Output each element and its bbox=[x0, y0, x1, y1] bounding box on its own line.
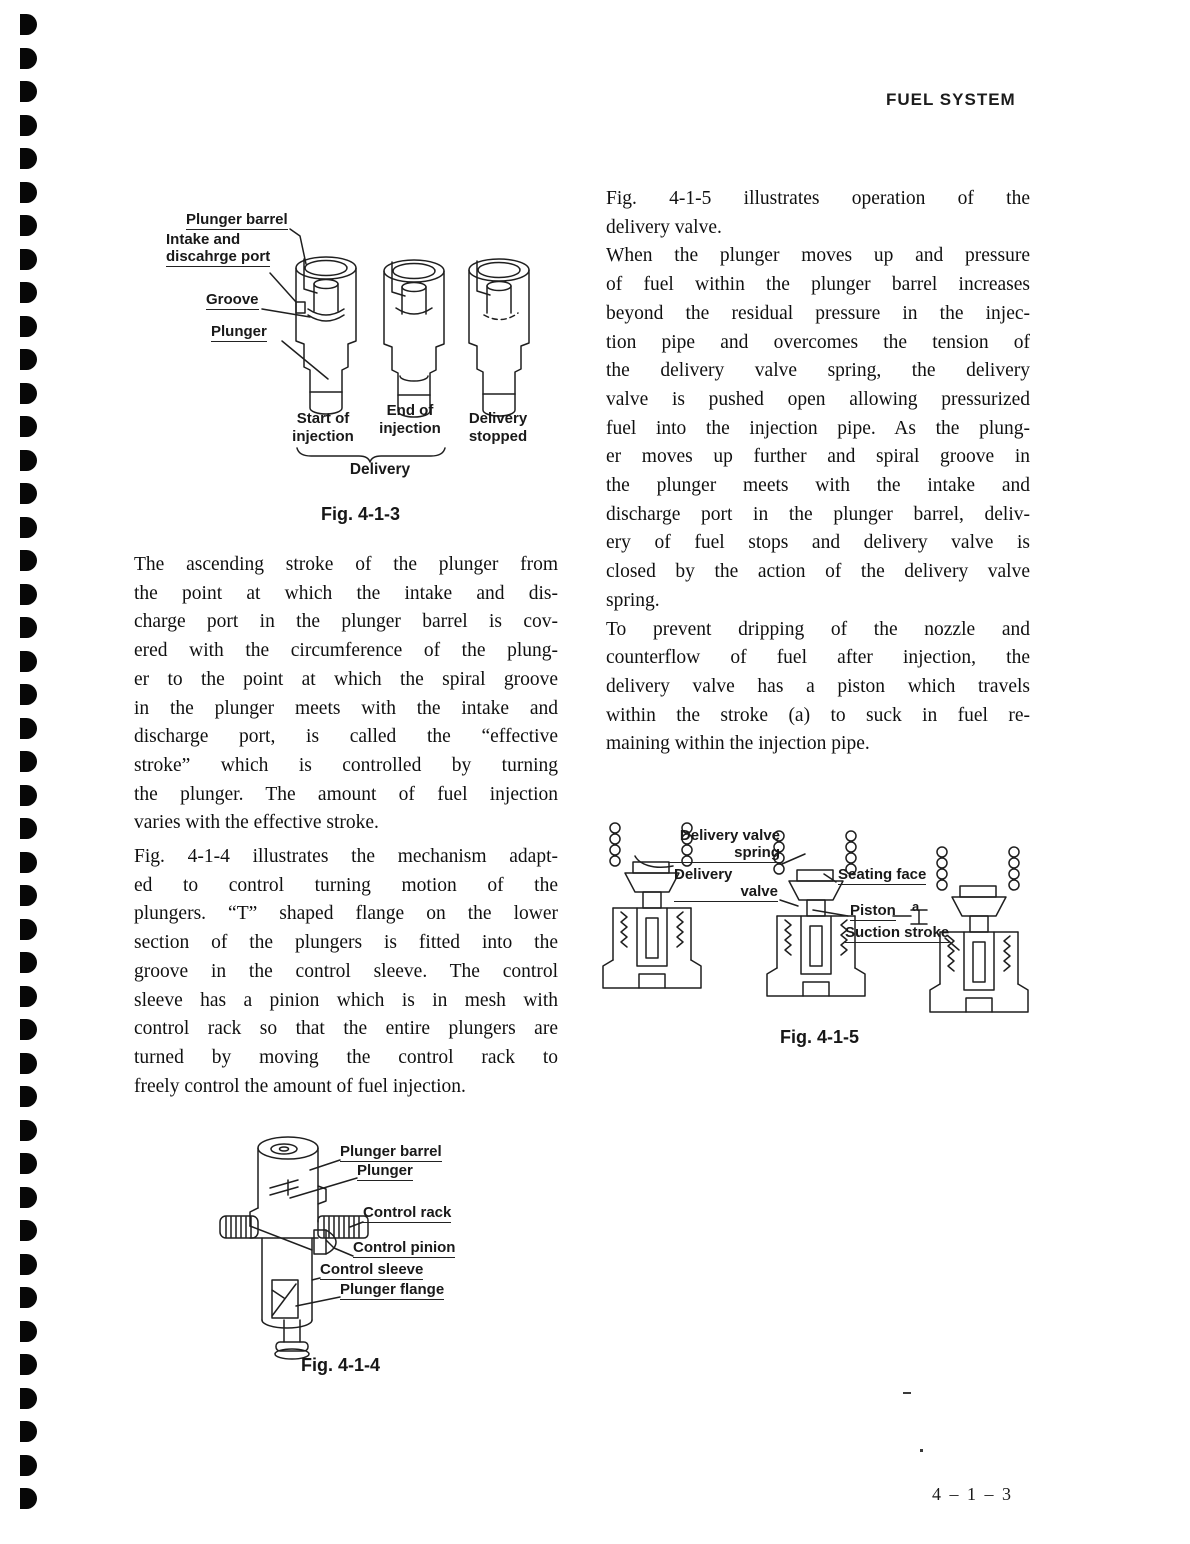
label-text: Suction stroke bbox=[845, 924, 950, 941]
page-number: 4 – 1 – 3 bbox=[932, 1484, 1013, 1504]
text-line: The ascending stroke of the plunger from bbox=[134, 554, 558, 575]
fig415-label-delivery-valve-spring bbox=[668, 827, 780, 863]
binder-hole bbox=[20, 1254, 37, 1275]
binder-hole bbox=[20, 14, 37, 35]
left-paragraph-1 bbox=[134, 551, 558, 838]
binder-hole bbox=[20, 383, 37, 404]
binder-hole bbox=[20, 986, 37, 1007]
fig415-label-dim-a: a bbox=[912, 899, 920, 914]
fig413-label-plunger bbox=[211, 323, 267, 340]
text-line: ery of fuel stops and delivery valve is bbox=[606, 532, 1030, 554]
binder-hole bbox=[20, 885, 37, 906]
binder-hole bbox=[20, 617, 37, 638]
text-line: er to the point at which the spiral groove bbox=[134, 668, 558, 690]
page-header: FUEL SYSTEM bbox=[886, 90, 1016, 109]
text-line: delivery valve has a piston which travels bbox=[606, 675, 1030, 697]
label-text: Plunger barrel bbox=[340, 1143, 442, 1160]
scan-artifact-speck bbox=[920, 1449, 923, 1452]
state-line: injection bbox=[292, 427, 354, 445]
fig413-state-start bbox=[283, 410, 363, 445]
text-line: turned by moving the control rack to bbox=[134, 1046, 558, 1068]
binder-hole bbox=[20, 1220, 37, 1241]
state-line: injection bbox=[379, 419, 441, 437]
fig414-label-plunger-barrel bbox=[340, 1143, 442, 1160]
state-line: Delivery bbox=[468, 410, 528, 427]
fig413-label-groove bbox=[206, 291, 259, 308]
binder-hole bbox=[20, 550, 37, 571]
text-line: ed to control turning motion of the bbox=[134, 874, 558, 896]
text-line: stroke” which is controlled by turning bbox=[134, 754, 558, 776]
label-text: Control pinion bbox=[353, 1239, 456, 1256]
fig414-caption: Fig. 4-1-4 bbox=[300, 1355, 380, 1375]
text-line: section of the plungers is fitted into the bbox=[134, 932, 558, 954]
text-line: the point at which the intake and dis- bbox=[134, 582, 558, 604]
binder-hole bbox=[20, 584, 37, 605]
text-line: Fig. 4-1-4 illustrates the mechanism adapt- bbox=[134, 846, 558, 867]
fig413-label-plunger-barrel bbox=[186, 211, 288, 228]
text-line: the plunger meets with the intake and bbox=[606, 475, 1030, 497]
binder-hole bbox=[20, 1086, 37, 1107]
text-line: plungers. “T” shaped flange on the lower bbox=[134, 903, 558, 925]
text-line: spring. bbox=[606, 589, 660, 611]
text-line: freely control the amount of fuel injection. bbox=[134, 1075, 466, 1097]
binder-hole bbox=[20, 1053, 37, 1074]
text-line: control rack so that the entire plungers are bbox=[134, 1018, 558, 1040]
fig414-label-control-rack bbox=[363, 1204, 451, 1221]
label-text: Delivery valve bbox=[679, 827, 780, 844]
label-text: Plunger bbox=[357, 1162, 413, 1179]
text-line: discharge port in the plunger barrel, deliv- bbox=[606, 503, 1030, 525]
fig413-brace-label: Delivery bbox=[349, 461, 411, 478]
fig413-state-stopped bbox=[456, 410, 540, 445]
text-line: ered with the circumference of the plung- bbox=[134, 640, 558, 662]
binder-hole bbox=[20, 1421, 37, 1442]
fig415-label-piston bbox=[850, 902, 896, 919]
text-line: fuel into the injection pipe. As the plung- bbox=[606, 417, 1030, 439]
label-text: Control sleeve bbox=[320, 1261, 424, 1278]
binder-hole bbox=[20, 751, 37, 772]
label-text: Groove bbox=[206, 291, 259, 308]
fig415-label-delivery-valve bbox=[674, 866, 778, 902]
binder-hole bbox=[20, 1153, 37, 1174]
binder-hole bbox=[20, 249, 37, 270]
binder-hole bbox=[20, 818, 37, 839]
label-text: Control rack bbox=[363, 1204, 452, 1221]
binder-hole bbox=[20, 1120, 37, 1141]
binder-hole bbox=[20, 48, 37, 69]
right-column bbox=[606, 185, 1030, 759]
binder-hole bbox=[20, 450, 37, 471]
binder-hole bbox=[20, 517, 37, 538]
text-line: When the plunger moves up and pressure bbox=[606, 245, 1030, 267]
binder-hole bbox=[20, 952, 37, 973]
binder-hole bbox=[20, 1354, 37, 1375]
text-line: beyond the residual pressure in the injec- bbox=[606, 302, 1030, 324]
binder-hole bbox=[20, 718, 37, 739]
label-text: Plunger barrel bbox=[186, 211, 288, 228]
label-text: Plunger flange bbox=[340, 1281, 445, 1298]
binder-hole bbox=[20, 852, 37, 873]
binder-hole bbox=[20, 684, 37, 705]
text-line: of fuel within the plunger barrel increases bbox=[606, 274, 1030, 296]
right-paragraph-2 bbox=[606, 242, 1030, 615]
state-line: Start of bbox=[296, 410, 350, 427]
text-line: varies with the effective stroke. bbox=[134, 812, 379, 834]
fig413-label-intake-port bbox=[166, 231, 270, 267]
binder-hole bbox=[20, 1488, 37, 1509]
binder-hole bbox=[20, 316, 37, 337]
right-paragraph-1 bbox=[606, 185, 1030, 242]
state-line: End of bbox=[386, 402, 434, 419]
binder-hole bbox=[20, 1019, 37, 1040]
text-line: the plunger. The amount of fuel injection bbox=[134, 783, 558, 805]
text-line: tion pipe and overcomes the tension of bbox=[606, 331, 1030, 353]
fig-4-1-5-drawing bbox=[593, 812, 1068, 1027]
text-line: delivery valve. bbox=[606, 216, 722, 238]
left-paragraph-2 bbox=[134, 843, 558, 1101]
fig414-label-plunger-flange bbox=[340, 1281, 444, 1298]
binder-hole bbox=[20, 1287, 37, 1308]
text-line: discharge port, is called the “effective bbox=[134, 726, 558, 748]
binder-hole bbox=[20, 115, 37, 136]
label-text: valve bbox=[740, 883, 778, 900]
fig413-state-end bbox=[368, 402, 452, 437]
fig414-label-plunger bbox=[357, 1162, 413, 1179]
text-line: closed by the action of the delivery valve bbox=[606, 561, 1030, 583]
label-text: Plunger bbox=[211, 323, 267, 340]
fig414-label-control-pinion bbox=[353, 1239, 455, 1256]
text-line: Fig. 4-1-5 illustrates operation of the bbox=[606, 188, 1030, 209]
text-line: To prevent dripping of the nozzle and bbox=[606, 618, 1030, 640]
binder-hole bbox=[20, 483, 37, 504]
fig415-label-seating-face bbox=[838, 866, 926, 883]
label-text: spring bbox=[734, 844, 780, 861]
label-text: Delivery bbox=[674, 866, 733, 883]
label-text: Intake and bbox=[166, 231, 241, 248]
binder-hole bbox=[20, 81, 37, 102]
right-paragraph-3 bbox=[606, 616, 1030, 760]
text-line: the delivery valve spring, the delivery bbox=[606, 360, 1030, 382]
text-line: groove in the control sleeve. The control bbox=[134, 960, 558, 982]
binder-hole bbox=[20, 651, 37, 672]
text-line: maining within the injection pipe. bbox=[606, 733, 870, 755]
binder-hole bbox=[20, 919, 37, 940]
binder-hole bbox=[20, 1187, 37, 1208]
state-line: stopped bbox=[468, 427, 528, 445]
binder-hole bbox=[20, 1321, 37, 1342]
fig413-caption: Fig. 4-1-3 bbox=[320, 504, 400, 524]
text-line: charge port in the plunger barrel is cov- bbox=[134, 611, 558, 633]
binder-hole bbox=[20, 1455, 37, 1476]
binder-hole bbox=[20, 148, 37, 169]
text-line: counterflow of fuel after injection, the bbox=[606, 647, 1030, 669]
binder-hole bbox=[20, 785, 37, 806]
binder-hole bbox=[20, 1388, 37, 1409]
text-line: within the stroke (a) to suck in fuel re- bbox=[606, 704, 1030, 726]
fig414-label-control-sleeve bbox=[320, 1261, 423, 1278]
text-line: sleeve has a pinion which is in mesh with bbox=[134, 989, 558, 1011]
text-line: in the plunger meets with the intake and bbox=[134, 697, 558, 719]
text-line: valve is pushed open allowing pressurized bbox=[606, 388, 1030, 410]
text-line: er moves up further and spiral groove in bbox=[606, 446, 1030, 468]
fig415-label-suction-stroke bbox=[845, 924, 949, 941]
binder-hole bbox=[20, 416, 37, 437]
label-text: Seating face bbox=[838, 866, 927, 883]
label-text: Piston bbox=[850, 902, 896, 919]
fig415-caption: Fig. 4-1-5 bbox=[779, 1027, 859, 1047]
binder-hole bbox=[20, 182, 37, 203]
binder-hole bbox=[20, 215, 37, 236]
binder-hole bbox=[20, 349, 37, 370]
binder-hole bbox=[20, 282, 37, 303]
label-text: discahrge port bbox=[166, 248, 271, 265]
scan-artifact-dash bbox=[903, 1392, 911, 1394]
